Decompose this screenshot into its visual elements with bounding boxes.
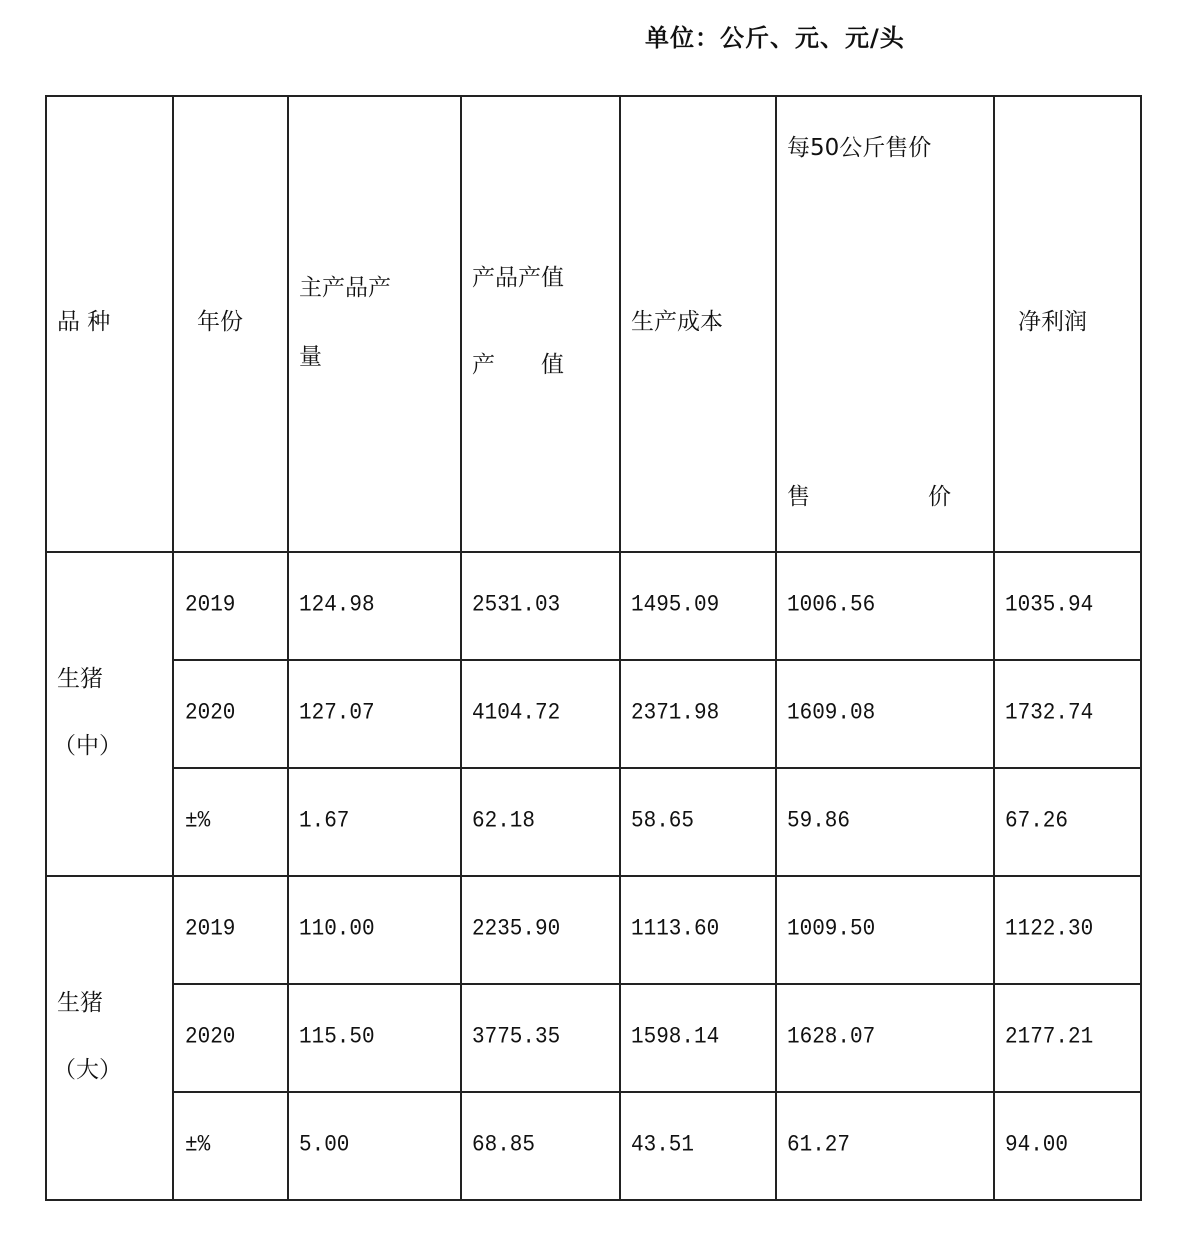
column-divider — [775, 95, 777, 1200]
column-divider — [172, 95, 174, 1200]
cell-cost: 1113.60 — [631, 916, 720, 943]
header-main-output-cont: 量 — [299, 344, 322, 370]
header-net-profit: 净利润 — [1018, 309, 1087, 335]
cell-year: 2019 — [185, 916, 236, 943]
table-border — [45, 1199, 1142, 1201]
cell-cost: 43.51 — [631, 1132, 695, 1159]
cell-price: 59.86 — [787, 808, 851, 835]
cell-output: 124.98 — [299, 592, 375, 619]
unit-label: 单位：公斤、元、元/头 — [645, 24, 905, 52]
data-table — [45, 95, 1140, 1200]
row-divider — [45, 875, 1142, 877]
row-divider — [45, 551, 1142, 553]
column-divider — [460, 95, 462, 1200]
cell-value: 68.85 — [472, 1132, 536, 1159]
cell-profit: 94.00 — [1005, 1132, 1069, 1159]
cell-price: 1009.50 — [787, 916, 876, 943]
cell-output: 1.67 — [299, 808, 350, 835]
cell-profit: 1035.94 — [1005, 592, 1094, 619]
cell-profit: 67.26 — [1005, 808, 1069, 835]
variety-name: 生猪 — [57, 990, 103, 1016]
cell-year: 2020 — [185, 1024, 236, 1051]
row-divider — [172, 983, 1142, 985]
cell-cost: 2371.98 — [631, 700, 720, 727]
cell-cost: 58.65 — [631, 808, 695, 835]
cell-value: 62.18 — [472, 808, 536, 835]
cell-output: 115.50 — [299, 1024, 375, 1051]
row-divider — [172, 1091, 1142, 1093]
cell-cost: 1598.14 — [631, 1024, 720, 1051]
header-price-left: 售 — [787, 484, 810, 510]
header-output-value: 产品产值 — [472, 265, 564, 291]
column-divider — [287, 95, 289, 1200]
cell-year: 2019 — [185, 592, 236, 619]
cell-year: 2020 — [185, 700, 236, 727]
cell-cost: 1495.09 — [631, 592, 720, 619]
row-divider — [172, 767, 1142, 769]
cell-year: ±% — [185, 808, 211, 835]
table-border — [45, 95, 47, 1200]
cell-year: ±% — [185, 1132, 211, 1159]
cell-output: 110.00 — [299, 916, 375, 943]
header-output-value-sub: 产 值 — [472, 352, 564, 378]
cell-price: 61.27 — [787, 1132, 851, 1159]
cell-price: 1006.56 — [787, 592, 876, 619]
row-divider — [172, 659, 1142, 661]
table-border — [1140, 95, 1142, 1200]
header-cost: 生产成本 — [631, 309, 723, 335]
variety-size: （大） — [53, 1057, 122, 1083]
cell-profit: 1732.74 — [1005, 700, 1094, 727]
header-main-output: 主产品产 — [299, 275, 391, 301]
cell-value: 3775.35 — [472, 1024, 561, 1051]
cell-output: 5.00 — [299, 1132, 350, 1159]
cell-profit: 2177.21 — [1005, 1024, 1094, 1051]
header-variety: 品 种 — [57, 309, 111, 335]
cell-price: 1628.07 — [787, 1024, 876, 1051]
column-divider — [993, 95, 995, 1200]
cell-value: 4104.72 — [472, 700, 561, 727]
header-year: 年份 — [197, 309, 243, 335]
table-border — [45, 95, 1142, 97]
column-divider — [619, 95, 621, 1200]
variety-name: 生猪 — [57, 666, 103, 692]
cell-value: 2235.90 — [472, 916, 561, 943]
cell-profit: 1122.30 — [1005, 916, 1094, 943]
cell-output: 127.07 — [299, 700, 375, 727]
header-price-right: 价 — [928, 484, 951, 510]
cell-price: 1609.08 — [787, 700, 876, 727]
header-price-per-50kg: 每50公斤售价 — [787, 135, 932, 161]
cell-value: 2531.03 — [472, 592, 561, 619]
variety-size: （中） — [53, 733, 122, 759]
